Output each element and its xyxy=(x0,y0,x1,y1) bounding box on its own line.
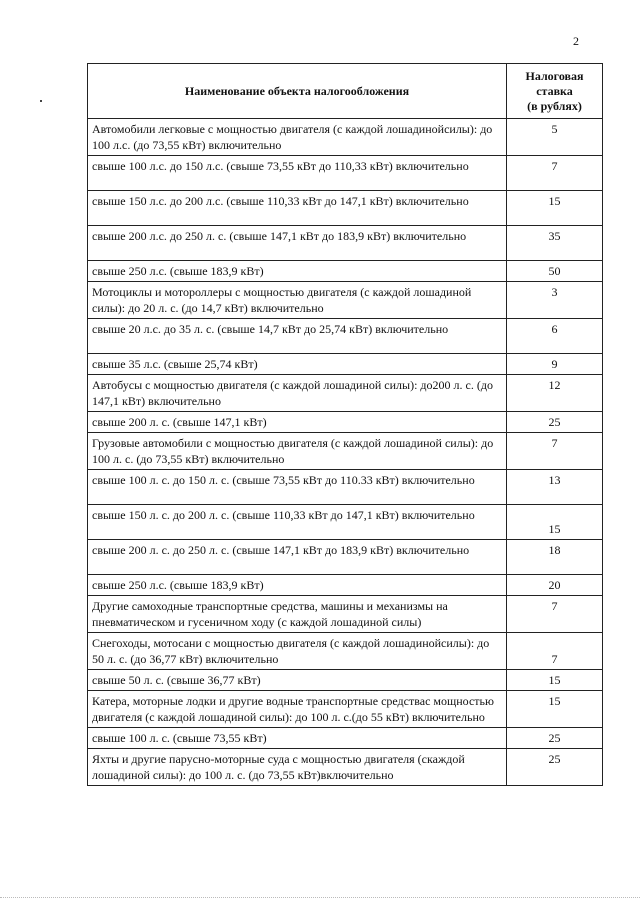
tax-object-cell: Грузовые автомобили с мощностью двигателя (с каждой лошадиной силы): до 100 л. с. (до 73,55 кВт) включительно xyxy=(88,433,507,470)
tax-rate-cell: 3 xyxy=(507,282,603,319)
tax-object-cell: свыше 200 л. с. (свыше 147,1 кВт) xyxy=(88,412,507,433)
table-row xyxy=(88,505,603,540)
rate-header-line: ставка xyxy=(536,83,573,98)
tax-object-cell: свыше 100 л. с. до 150 л. с. (свыше 73,55 кВт до 110.33 кВт) включительно xyxy=(88,470,507,505)
table-row xyxy=(88,670,603,691)
tax-object-cell: свыше 100 л. с. (свыше 73,55 кВт) xyxy=(88,728,507,749)
tax-object-cell: свыше 35 л.с. (свыше 25,74 кВт) xyxy=(88,354,507,375)
object-column-header: Наименование объекта налогообложения xyxy=(88,64,507,119)
tax-object-cell: свыше 200 л. с. до 250 л. с. (свыше 147,1 кВт до 183,9 кВт) включительно xyxy=(88,540,507,575)
table-row xyxy=(88,470,603,505)
tax-rate-cell: 20 xyxy=(507,575,603,596)
tax-rate-cell: 50 xyxy=(507,261,603,282)
tax-rate-cell: 25 xyxy=(507,412,603,433)
tax-rate-cell: 25 xyxy=(507,749,603,786)
table-row xyxy=(88,119,603,156)
table-row xyxy=(88,749,603,786)
tax-rate-cell: 25 xyxy=(507,728,603,749)
tax-rate-cell: 15 xyxy=(507,691,603,728)
table-row xyxy=(88,261,603,282)
table-row xyxy=(88,633,603,670)
tax-object-cell: свыше 50 л. с. (свыше 36,77 кВт) xyxy=(88,670,507,691)
tax-object-cell: свыше 100 л.с. до 150 л.с. (свыше 73,55 кВт до 110,33 кВт) включительно xyxy=(88,156,507,191)
tax-object-cell: Снегоходы, мотосани с мощностью двигателя (с каждой лошадинойсилы): до 50 л. с. (до 36,77 кВт) включительно xyxy=(88,633,507,670)
table-row xyxy=(88,540,603,575)
tax-rate-cell: 7 xyxy=(507,633,603,670)
tax-rate-cell: 6 xyxy=(507,319,603,354)
scan-artifact-line xyxy=(0,897,640,901)
tax-rate-cell: 15 xyxy=(507,505,603,540)
rate-header-line: Налоговая xyxy=(525,68,584,83)
tax-object-cell: Автомобили легковые с мощностью двигателя (с каждой лошадинойсилы): до 100 л.с. (до 73,55 кВт) включительно xyxy=(88,119,507,156)
tax-rate-cell: 18 xyxy=(507,540,603,575)
table-row xyxy=(88,319,603,354)
tax-object-cell: свыше 250 л.с. (свыше 183,9 кВт) xyxy=(88,261,507,282)
tax-rate-cell: 35 xyxy=(507,226,603,261)
tax-object-cell: Другие самоходные транспортные средства, машины и механизмы на пневматическом и гусеничном ходу (с каждой лошадиной силы) xyxy=(88,596,507,633)
tax-object-cell: Мотоциклы и мотороллеры с мощностью двигателя (с каждой лошадиной силы): до 20 л. с. (до 14,7 кВт) включительно xyxy=(88,282,507,319)
tax-rate-table xyxy=(87,63,603,786)
table-row xyxy=(88,226,603,261)
rate-column-header xyxy=(507,64,603,119)
tax-object-cell: свыше 250 л.с. (свыше 183,9 кВт) xyxy=(88,575,507,596)
table-row xyxy=(88,433,603,470)
tax-object-cell: Катера, моторные лодки и другие водные транспортные средствас мощностью двигателя (с каждой лошадиной силы): до 100 л. с.(до 55 кВт) включительно xyxy=(88,691,507,728)
table-row xyxy=(88,596,603,633)
scan-speck xyxy=(40,100,42,102)
tax-object-cell: Автобусы с мощностью двигателя (с каждой лошадиной силы): до200 л. с. (до 147,1 кВт) включительно xyxy=(88,375,507,412)
page-number: 2 xyxy=(573,34,579,48)
tax-rate-cell: 15 xyxy=(507,670,603,691)
tax-object-cell: свыше 150 л.с. до 200 л.с. (свыше 110,33 кВт до 147,1 кВт) включительно xyxy=(88,191,507,226)
table-row xyxy=(88,191,603,226)
rate-header-line: (в рублях) xyxy=(527,98,582,113)
table-row xyxy=(88,728,603,749)
tax-object-cell: свыше 150 л. с. до 200 л. с. (свыше 110,33 кВт до 147,1 кВт) включительно xyxy=(88,505,507,540)
tax-rate-cell: 7 xyxy=(507,433,603,470)
table-row xyxy=(88,412,603,433)
tax-rate-cell: 15 xyxy=(507,191,603,226)
table-row xyxy=(88,282,603,319)
tax-rate-cell: 9 xyxy=(507,354,603,375)
tax-rate-cell: 13 xyxy=(507,470,603,505)
table-row xyxy=(88,375,603,412)
tax-rate-cell: 12 xyxy=(507,375,603,412)
table-row xyxy=(88,156,603,191)
tax-object-cell: свыше 20 л.с. до 35 л. с. (свыше 14,7 кВт до 25,74 кВт) включительно xyxy=(88,319,507,354)
table-row xyxy=(88,691,603,728)
table-header-row xyxy=(88,64,603,119)
tax-rate-cell: 7 xyxy=(507,596,603,633)
table-row xyxy=(88,575,603,596)
tax-object-cell: свыше 200 л.с. до 250 л. с. (свыше 147,1 кВт до 183,9 кВт) включительно xyxy=(88,226,507,261)
tax-rate-cell: 7 xyxy=(507,156,603,191)
table-row xyxy=(88,354,603,375)
tax-rate-cell: 5 xyxy=(507,119,603,156)
tax-object-cell: Яхты и другие парусно-моторные суда с мощностью двигателя (скаждой лошадиной силы): до 100 л. с. (до 73,55 кВт)включительно xyxy=(88,749,507,786)
